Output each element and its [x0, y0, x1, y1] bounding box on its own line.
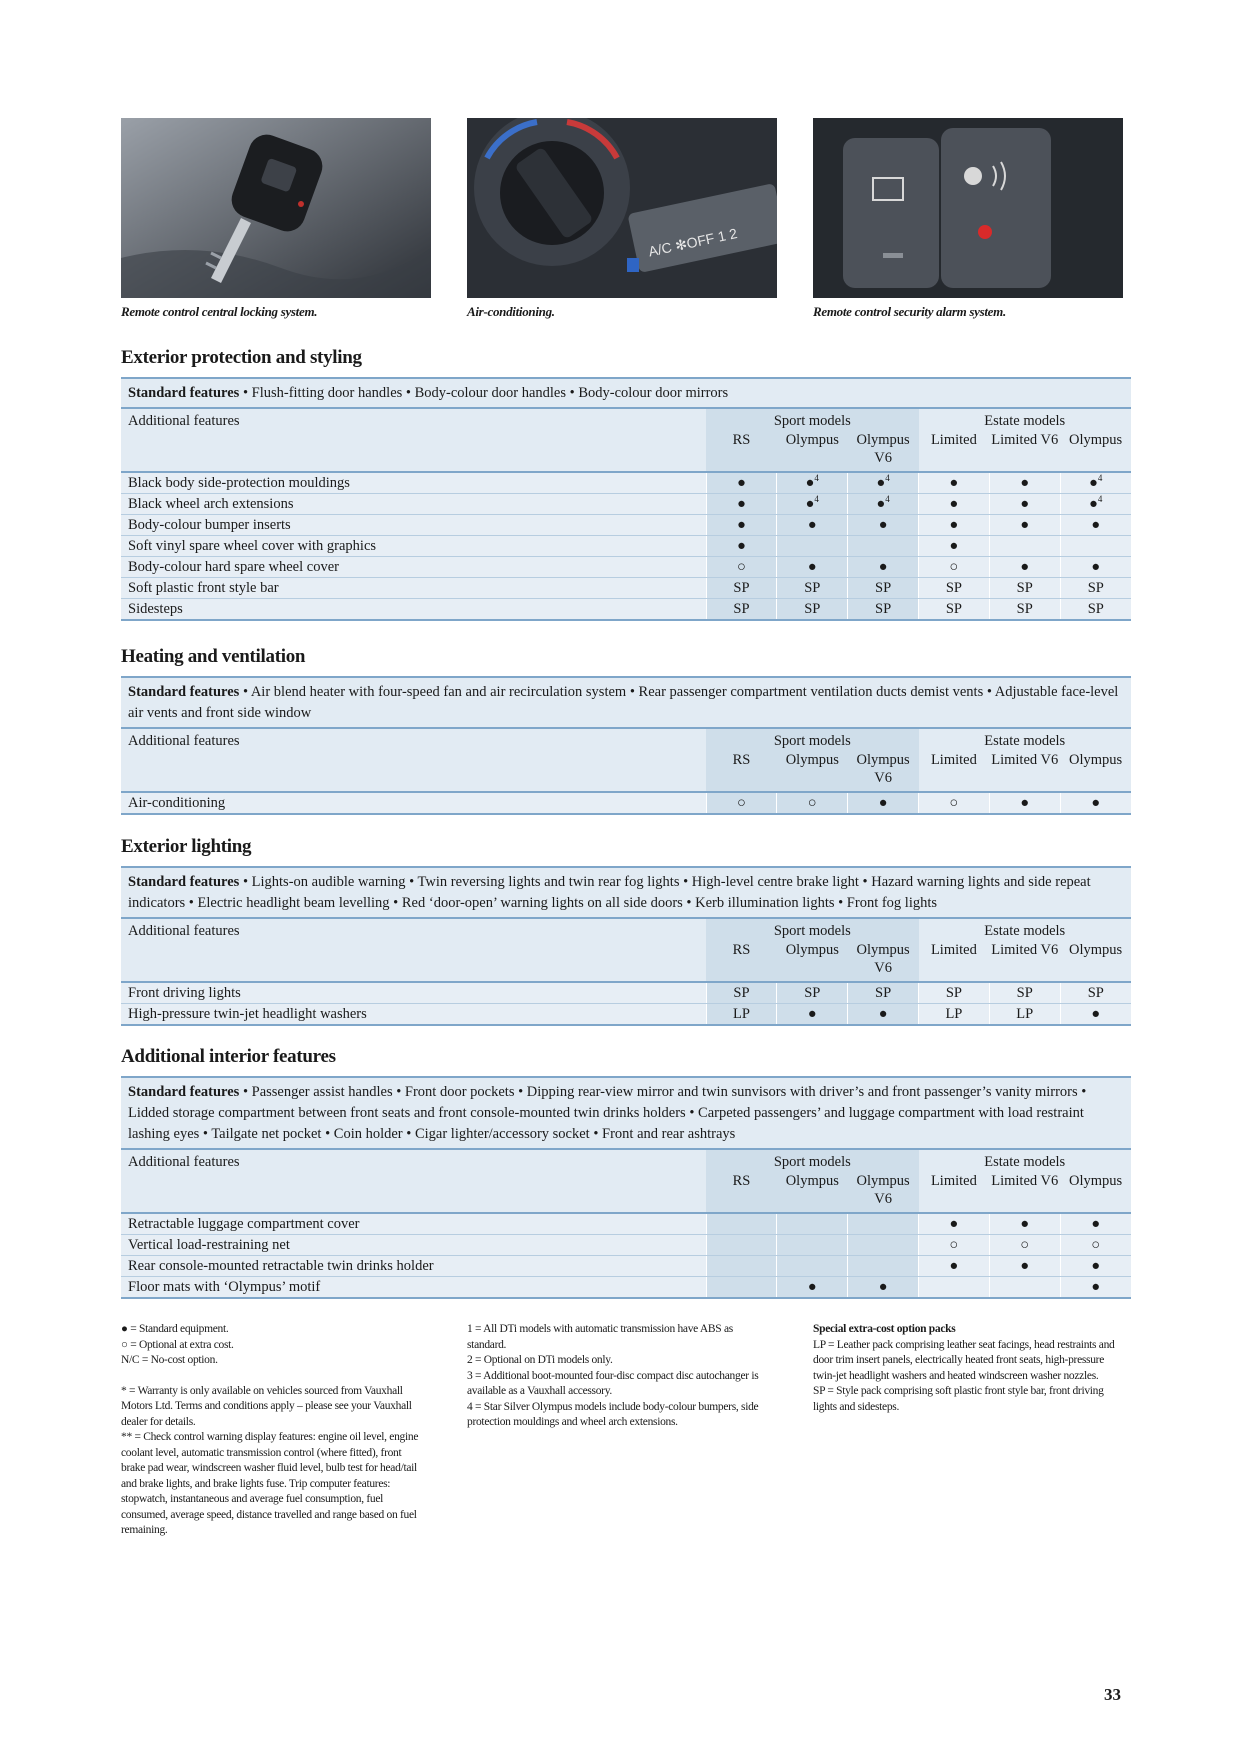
footnote-line: 4 = Star Silver Olympus models include body-colour bumpers, side protection mouldings and wheel arch extensions.: [467, 1400, 759, 1428]
additional-features-label: Additional features: [121, 1150, 706, 1213]
feature-value: [777, 1235, 848, 1256]
feature-value: ●: [777, 515, 848, 536]
estate-models-header: [919, 1150, 1132, 1213]
feature-value: ●: [706, 515, 777, 536]
feature-label: Retractable luggage compartment cover: [121, 1213, 706, 1235]
feature-value: SP: [989, 599, 1060, 621]
section-heating-ventilation: [121, 646, 1131, 815]
column-header: Olympus: [785, 432, 839, 448]
sport-models-header: [706, 919, 918, 982]
feature-value: ●$^4$: [777, 494, 848, 515]
features-table: [121, 729, 1131, 815]
estate-models-header: [919, 729, 1132, 792]
feature-label: Body-colour bumper inserts: [121, 515, 706, 536]
column-header: Limited V6: [991, 1173, 1059, 1189]
standard-features-text: • Passenger assist handles • Front door pockets • Dipping rear-view mirror and twin sunvisors with driver’s and front passenger’s vanity mirrors • Lidded storage compartment between front seats and front console-mounted twin drinks holders • Carpeted passengers’ and luggage compartment with load restraint lashing eyes • Tailgate net pocket • Coin holder • Cigar lighter/accessory socket • Front and rear ashtrays: [128, 1084, 1087, 1142]
table-row: [121, 1256, 1131, 1277]
section-title: Heating and ventilation: [121, 646, 306, 667]
feature-value: ○: [706, 792, 777, 814]
car-key-icon: [121, 118, 431, 298]
feature-value: ●: [706, 494, 777, 515]
alarm-switch-icon: [813, 118, 1123, 298]
sport-models-label: Sport models: [773, 1154, 851, 1170]
feature-value: SP: [848, 982, 919, 1004]
photo-caption-ac: Air-conditioning.: [467, 304, 555, 319]
standard-features-text: • Air blend heater with four-speed fan and air recirculation system • Rear passenger compartment ventilation ducts demist vents • Adjustable face-level air vents and front side window: [128, 684, 1119, 721]
standard-features-label: Standard features: [128, 385, 240, 401]
feature-value: SP: [1060, 578, 1131, 599]
standard-features-label: Standard features: [128, 874, 240, 890]
footnotes-option-packs: [813, 1322, 1118, 1415]
table-row: [121, 792, 1131, 814]
feature-value: ●: [777, 557, 848, 578]
feature-value: SP: [989, 982, 1060, 1004]
footnote-ref: 4: [814, 473, 819, 483]
table-header: [121, 919, 1131, 982]
footnotes-key: [121, 1322, 426, 1539]
feature-value: SP: [777, 578, 848, 599]
feature-value: ●$^4$: [1060, 472, 1131, 494]
footnote-line: * = Warranty is only available on vehicles sourced from Vauxhall Motors Ltd. Terms and conditions apply – please see your Vauxhall dealer for details.: [121, 1384, 412, 1428]
feature-label: Vertical load-restraining net: [121, 1235, 706, 1256]
standard-features: [121, 676, 1131, 729]
feature-value: SP: [919, 578, 990, 599]
feature-value: [777, 536, 848, 557]
feature-value: ●: [989, 792, 1060, 814]
column-header: Olympus: [1068, 1173, 1123, 1189]
feature-value: LP: [989, 1004, 1060, 1026]
feature-value: ●: [848, 1004, 919, 1026]
standard-features-label: Standard features: [128, 1084, 240, 1100]
column-header: Olympus V6: [856, 942, 910, 976]
feature-value: ●: [777, 1277, 848, 1299]
feature-value: [706, 1277, 777, 1299]
feature-value: [706, 1256, 777, 1277]
sport-models-header: [706, 729, 918, 792]
feature-value: [777, 1256, 848, 1277]
footnote-line: ● = Standard equipment.: [121, 1323, 229, 1335]
feature-value: ●: [1060, 792, 1131, 814]
feature-value: ●: [848, 557, 919, 578]
footnote-ref: 4: [1097, 473, 1103, 483]
feature-value: SP: [1060, 599, 1131, 621]
feature-value: SP: [848, 599, 919, 621]
sport-models-header: [706, 1150, 918, 1213]
photo-caption-key: Remote control central locking system.: [121, 304, 318, 319]
table-header: [121, 1150, 1131, 1213]
estate-models-label: Estate models: [984, 923, 1066, 939]
feature-value: [989, 536, 1060, 557]
estate-models-label: Estate models: [984, 733, 1066, 749]
footnote-ref: 4: [885, 494, 890, 504]
column-header: Limited: [930, 942, 977, 958]
column-header: Olympus V6: [856, 752, 910, 786]
feature-label: Black body side-protection mouldings: [121, 472, 706, 494]
table-row: [121, 578, 1131, 599]
footnote-line: Special extra-cost option packs: [813, 1323, 956, 1335]
feature-value: [848, 1256, 919, 1277]
standard-features-text: • Lights-on audible warning • Twin reversing lights and twin rear fog lights • High-level centre brake light • Hazard warning lights and side repeat indicators • Electric headlight beam levelling • Red ‘door-open’ warning lights on all side doors • Kerb illumination lights • Front fog lights: [128, 874, 1091, 911]
feature-value: ●: [1060, 1004, 1131, 1026]
feature-value: ●: [706, 536, 777, 557]
additional-features-label: Additional features: [121, 919, 706, 982]
feature-value: LP: [919, 1004, 990, 1026]
footnote-line: 2 = Optional on DTi models only.: [467, 1354, 613, 1366]
feature-value: SP: [706, 578, 777, 599]
sport-models-label: Sport models: [773, 923, 851, 939]
table-header: [121, 409, 1131, 472]
feature-value: ●: [848, 515, 919, 536]
column-header: RS: [732, 752, 751, 768]
sport-models-header: [706, 409, 918, 472]
column-header: Olympus: [1068, 432, 1123, 448]
feature-label: Rear console-mounted retractable twin drinks holder: [121, 1256, 706, 1277]
feature-value: SP: [777, 599, 848, 621]
feature-value: ●: [1060, 557, 1131, 578]
feature-label: Front driving lights: [121, 982, 706, 1004]
features-table: [121, 409, 1131, 621]
feature-value: [777, 1213, 848, 1235]
additional-features-label: Additional features: [121, 409, 706, 472]
feature-value: ○: [777, 792, 848, 814]
feature-value: ●: [989, 557, 1060, 578]
footnote-line: ** = Check control warning display features: engine oil level, engine coolant level, automatic transmission control (where fitted), front brake pad wear, windscreen washer fluid level, bulb test for head/tail and brake lights, and brake lights fuse. Trip computer features: stopwatch, instantaneous and average fuel consumption, fuel consumed, average speed, distance travelled and range based on fuel remaining.: [121, 1431, 419, 1536]
sport-models-label: Sport models: [773, 733, 851, 749]
sport-models-label: Sport models: [773, 413, 851, 429]
standard-features-text: • Flush-fitting door handles • Body-colour door handles • Body-colour door mirrors: [242, 385, 729, 401]
features-table: [121, 1150, 1131, 1299]
column-header: Limited V6: [991, 752, 1059, 768]
feature-value: [706, 1213, 777, 1235]
feature-value: ●: [989, 515, 1060, 536]
feature-value: ●: [919, 1256, 990, 1277]
footnote-line: 3 = Additional boot-mounted four-disc compact disc autochanger is available as a Vauxhall accessory.: [467, 1369, 759, 1397]
feature-value: ●: [1060, 515, 1131, 536]
section-exterior-protection: [121, 347, 1131, 621]
feature-value: ○: [919, 792, 990, 814]
features-table: [121, 919, 1131, 1026]
section-title: Exterior lighting: [121, 836, 252, 857]
table-row: [121, 599, 1131, 621]
feature-value: SP: [777, 982, 848, 1004]
column-header: Limited V6: [991, 432, 1059, 448]
standard-features-label: Standard features: [128, 684, 240, 700]
column-header: Limited: [930, 1173, 977, 1189]
table-row: [121, 1004, 1131, 1026]
footnote-line: ○ = Optional at extra cost.: [121, 1338, 234, 1351]
feature-value: SP: [1060, 982, 1131, 1004]
column-header: Limited V6: [991, 942, 1059, 958]
table-row: [121, 494, 1131, 515]
feature-value: [1060, 536, 1131, 557]
column-header: RS: [732, 942, 751, 958]
feature-value: SP: [919, 982, 990, 1004]
feature-value: LP: [706, 1004, 777, 1026]
feature-value: [706, 1235, 777, 1256]
feature-value: ●: [989, 1213, 1060, 1235]
feature-value: ○: [989, 1235, 1060, 1256]
column-header: Olympus: [785, 752, 839, 768]
footnote-line: 1 = All DTi models with automatic transmission have ABS as standard.: [467, 1323, 733, 1351]
feature-value: SP: [989, 578, 1060, 599]
section-exterior-lighting: [121, 836, 1131, 1026]
feature-value: ●$^4$: [1060, 494, 1131, 515]
column-header: RS: [732, 1173, 751, 1189]
table-row: [121, 982, 1131, 1004]
feature-value: [848, 1235, 919, 1256]
table-row: [121, 515, 1131, 536]
footnote-ref: 4: [885, 473, 890, 483]
column-header: Olympus V6: [856, 1173, 910, 1207]
footnote-line: SP = Style pack comprising soft plastic front style bar, front driving lights and sidesteps.: [813, 1385, 1104, 1413]
feature-value: ●: [989, 472, 1060, 494]
estate-models-header: [919, 919, 1132, 982]
feature-label: High-pressure twin-jet headlight washers: [121, 1004, 706, 1026]
footnotes-numbered: [467, 1322, 772, 1431]
feature-value: SP: [706, 599, 777, 621]
feature-value: [919, 1277, 990, 1299]
feature-value: ○: [919, 1235, 990, 1256]
feature-value: ●: [1060, 1213, 1131, 1235]
standard-features: [121, 1076, 1131, 1150]
column-header: Olympus: [785, 1173, 839, 1189]
feature-label: Floor mats with ‘Olympus’ motif: [121, 1277, 706, 1299]
feature-value: ○: [706, 557, 777, 578]
feature-value: ●: [777, 1004, 848, 1026]
feature-value: ●: [1060, 1277, 1131, 1299]
feature-value: ●: [919, 515, 990, 536]
feature-label: Black wheel arch extensions: [121, 494, 706, 515]
estate-models-header: [919, 409, 1132, 472]
additional-features-label: Additional features: [121, 729, 706, 792]
feature-value: SP: [848, 578, 919, 599]
page-number: 33: [1104, 1685, 1121, 1704]
estate-models-label: Estate models: [984, 1154, 1066, 1170]
standard-features: [121, 377, 1131, 409]
feature-value: [989, 1277, 1060, 1299]
table-header: [121, 729, 1131, 792]
column-header: Limited: [930, 752, 977, 768]
footnote-line: N/C = No-cost option.: [121, 1354, 218, 1366]
feature-value: ●$^4$: [848, 494, 919, 515]
table-row: [121, 557, 1131, 578]
feature-value: ●: [848, 792, 919, 814]
photo-strip: [121, 118, 1131, 328]
section-additional-interior: [121, 1046, 1131, 1299]
feature-value: SP: [919, 599, 990, 621]
feature-label: Soft plastic front style bar: [121, 578, 706, 599]
feature-value: ●: [989, 494, 1060, 515]
feature-label: Sidesteps: [121, 599, 706, 621]
estate-models-label: Estate models: [984, 413, 1066, 429]
feature-value: ●: [919, 494, 990, 515]
feature-value: ●: [919, 472, 990, 494]
feature-value: ●: [706, 472, 777, 494]
feature-value: ●: [1060, 1256, 1131, 1277]
section-title: Exterior protection and styling: [121, 347, 362, 368]
feature-value: ○: [1060, 1235, 1131, 1256]
feature-value: ●: [919, 1213, 990, 1235]
feature-value: [848, 1213, 919, 1235]
table-row: [121, 1235, 1131, 1256]
column-header: Limited: [930, 432, 977, 448]
table-row: [121, 1277, 1131, 1299]
column-header: Olympus: [1068, 942, 1123, 958]
column-header: Olympus V6: [856, 432, 910, 466]
feature-value: ●$^4$: [777, 472, 848, 494]
section-title: Additional interior features: [121, 1046, 336, 1067]
standard-features: [121, 866, 1131, 919]
table-row: [121, 536, 1131, 557]
feature-label: Air-conditioning: [121, 792, 706, 814]
footnote-ref: 4: [814, 494, 819, 504]
feature-value: ●: [919, 536, 990, 557]
column-header: Olympus: [785, 942, 839, 958]
table-row: [121, 1213, 1131, 1235]
svg-text:A/C ✻OFF 1 2: A/C ✻OFF 1 2: [646, 225, 739, 260]
feature-value: ●: [989, 1256, 1060, 1277]
footnote-line: [121, 1369, 426, 1384]
feature-value: ○: [919, 557, 990, 578]
feature-label: Body-colour hard spare wheel cover: [121, 557, 706, 578]
feature-label: Soft vinyl spare wheel cover with graphics: [121, 536, 706, 557]
feature-value: ●: [848, 1277, 919, 1299]
table-row: [121, 472, 1131, 494]
column-header: Olympus: [1068, 752, 1123, 768]
feature-value: [848, 536, 919, 557]
column-header: RS: [732, 432, 751, 448]
feature-value: SP: [706, 982, 777, 1004]
feature-value: ●$^4$: [848, 472, 919, 494]
photo-caption-alarm: Remote control security alarm system.: [813, 304, 1006, 319]
footnote-line: LP = Leather pack comprising leather seat facings, head restraints and door trim insert panels, electrically heated front seats, high-pressure twin-jet headlight washers and heated windscreen washer nozzles.: [813, 1338, 1115, 1382]
air-conditioning-dial-icon: [467, 118, 777, 298]
footnote-ref: 4: [1097, 494, 1103, 504]
